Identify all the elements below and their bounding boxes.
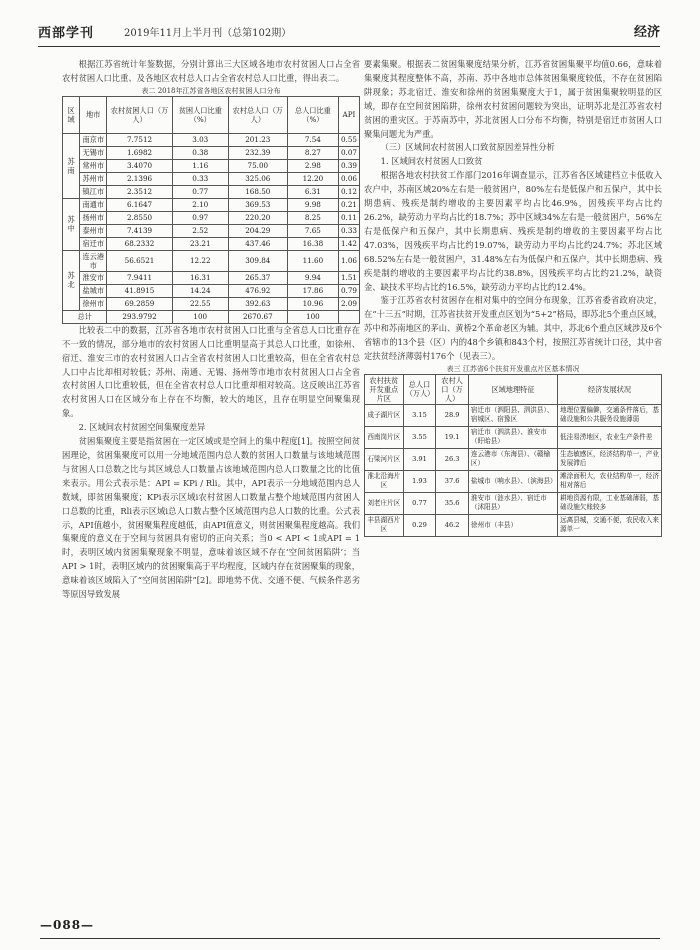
- table-cell: 11.60: [287, 250, 338, 271]
- table-cell: 连云港市（东海县）、（赣榆区）: [468, 448, 557, 470]
- table-row: [63, 146, 360, 159]
- table1-header: 区域: [63, 96, 80, 133]
- table-cell: 2670.67: [228, 310, 287, 323]
- issue-info: 2019年11月上半月刊（总第102期）: [124, 28, 292, 39]
- table-cell: 293.9792: [107, 310, 172, 323]
- table-cell: 泰州市: [80, 224, 107, 237]
- table1-header: 地市: [80, 96, 107, 133]
- table1: [62, 96, 360, 324]
- table-cell: 0.77: [172, 185, 228, 198]
- table-cell: 100: [287, 310, 338, 323]
- right-column: [364, 58, 662, 537]
- table-cell: 1.16: [172, 159, 228, 172]
- table-row: [63, 185, 360, 198]
- table-cell: 2.09: [338, 297, 359, 310]
- table-row: [63, 133, 360, 146]
- table-cell: 徐州市: [80, 297, 107, 310]
- table-row: [63, 271, 360, 284]
- table1-header: 农村总人口（万人）: [228, 96, 287, 133]
- table-cell: 0.07: [338, 146, 359, 159]
- footer-rule: [40, 938, 660, 939]
- table-cell: 2.3512: [107, 185, 172, 198]
- table-cell: 盐城市: [80, 284, 107, 297]
- table-cell: 宿迁市（泗洪县）、淮安市（盱眙县）: [468, 426, 557, 448]
- table-cell: 淮北沿海片区: [365, 470, 404, 492]
- table2-header: 总人口（万人）: [403, 374, 436, 404]
- table-cell: 16.31: [172, 271, 228, 284]
- table-cell: 无锡市: [80, 146, 107, 159]
- table2-header: 农村人口（万人）: [436, 374, 469, 404]
- right-para-top: 要素集聚。根据表二贫困集聚度结果分析，江苏省贫困集聚平均值0.66，意味着集聚度其程度整体不高，苏南、苏中各地市总体贫困集聚度较低，不存在贫困陷阱现象；苏北宿迁、淮安和徐州的贫困集聚度大于1，属于贫困集聚较明显的区域，即存在空间贫困陷阱，徐州农村贫困问题较为突出，证明苏北是江苏省农村贫困的重灾区。于苏南苏中，苏北贫困人口分布不均衡，特别是宿迁市贫困人口聚集问题尤为严重。: [364, 59, 662, 139]
- table-cell: 0.11: [338, 211, 359, 224]
- table-cell: 西南岗片区: [365, 426, 404, 448]
- table-cell: 0.12: [338, 185, 359, 198]
- table-cell: 309.84: [228, 250, 287, 271]
- table-cell: 2.98: [287, 159, 338, 172]
- table2-body: [365, 404, 662, 536]
- table-row: [63, 159, 360, 172]
- table-cell: 12.22: [172, 250, 228, 271]
- table-cell: 7.4139: [107, 224, 172, 237]
- table-cell: 23.21: [172, 237, 228, 250]
- table-cell: 46.2: [436, 514, 469, 536]
- table-cell: 2.10: [172, 198, 228, 211]
- table-cell: 8.25: [287, 211, 338, 224]
- table1-header: 总人口比重（%）: [287, 96, 338, 133]
- table-cell: 地理位置偏僻，交通条件落后，基础设施和公共服务设施薄弱: [558, 404, 662, 426]
- table2-header: 经济发展状况: [558, 374, 662, 404]
- table-cell: 3.55: [403, 426, 436, 448]
- table-row: [63, 237, 360, 250]
- table1-caption: 表二 2018年江苏省各地区农村贫困人口分布: [141, 86, 281, 95]
- table2: [364, 374, 662, 537]
- table-cell: 0.77: [403, 492, 436, 514]
- table-cell: 0.33: [338, 224, 359, 237]
- table-cell: 成子湖片区: [365, 404, 404, 426]
- table-row: [63, 211, 360, 224]
- left-para2: 贫困集聚度主要是指贫困在一定区域或是空间上的集中程度[1]。按照空间贫困理论，贫困集聚度可以用一分地域范围内总人数的贫困人口数量与该地域范围与贫困人口总数之比与其区域总人口数量占该地域范围内总人口数量之比的比值来表示。用公式表示是：API = KPi / Rli。其中，API表示一分地域范围内总人数域，即贫困集聚度；KPi表示区域i农村贫困人口数量占整个地域范围内贫困人口总数的比重，Rli表示区域i总人口数占整个区域范围内总人口数的比重。公式表示，API值越小，贫困聚集程度越低，由API值意义，则贫困聚集程度越高。我们集聚度的意义在于空间与贫困具有密切的正向关系；当0 < API < 1或API = 1时，表明区域内贫困集聚现象不明显，意味着该区域不存在‘空间贫困陷阱’；当API > 1时，表明区域内的贫困聚集高于平均程度，区域内存在贫困聚集的现象，意味着该区域陷入了“空间贫困陷阱”[2]。即地势不优、交通不便、气候条件恶劣等原因导致发展: [62, 436, 360, 600]
- table-cell: 28.9: [436, 404, 469, 426]
- table-cell: 437.46: [228, 237, 287, 250]
- table-cell: 常州市: [80, 159, 107, 172]
- table-row: [365, 404, 662, 426]
- table-cell: 265.37: [228, 271, 287, 284]
- table-cell: 盐城市（响水县）、（滨海县）: [468, 470, 557, 492]
- table2-caption: 表三 江苏省6个扶贫开发重点片区基本情况: [446, 364, 580, 373]
- table-cell: 宿迁市: [80, 237, 107, 250]
- table-cell: 6.31: [287, 185, 338, 198]
- table-cell: 325.06: [228, 172, 287, 185]
- table-cell: 2.52: [172, 224, 228, 237]
- table-cell: 1.93: [403, 470, 436, 492]
- table1-header: 农村贫困人口（万人）: [107, 96, 172, 133]
- table-cell: 0.29: [403, 514, 436, 536]
- table-cell: 37.6: [436, 470, 469, 492]
- table-cell: 0.79: [338, 284, 359, 297]
- table-cell: 扬州市: [80, 211, 107, 224]
- table-cell: 0.39: [338, 159, 359, 172]
- table-cell: [338, 310, 359, 323]
- table-cell: 南通市: [80, 198, 107, 211]
- table-row: [63, 250, 360, 271]
- right-para2: 鉴于江苏省农村贫困存在相对集中的空间分布现象，江苏省委省政府决定，在“十三五”时期，江苏省扶贫开发重点区划为“5+2”格局，即苏北5个重点区域，苏中和苏南地区的茅山、黄桥2个革命老区为辅。其中，苏北6个重点区域涉及6个省辖市的13个县（区）内的48个乡镇和843个村，按照江苏省统计口径，其中省定扶贫经济薄弱村176个（见表三）。: [364, 295, 662, 362]
- table-cell: 12.20: [287, 172, 338, 185]
- table-cell: 1.06: [338, 250, 359, 271]
- table-cell: 232.39: [228, 146, 287, 159]
- table-cell: 14.24: [172, 284, 228, 297]
- table-cell: 35.6: [436, 492, 469, 514]
- table-cell: 8.27: [287, 146, 338, 159]
- table-cell: 9.98: [287, 198, 338, 211]
- table1-header: API: [338, 96, 359, 133]
- table2-header: 农村扶贫开发重点片区: [365, 374, 404, 404]
- page-number: —088—: [40, 918, 95, 932]
- table-cell: 生态敏感区，经济结构单一，产业发展滞后: [558, 448, 662, 470]
- table-cell: 镇江市: [80, 185, 107, 198]
- table-cell: 刘老庄片区: [365, 492, 404, 514]
- journal-title: 西部学刊: [38, 26, 95, 41]
- page-header: [38, 12, 660, 47]
- table-cell: 丰县湖西片区: [365, 514, 404, 536]
- table-row: [365, 514, 662, 536]
- right-subhead1: （三）区域间农村贫困人口致贫原因差异性分析: [380, 142, 555, 153]
- table-cell: 41.8915: [107, 284, 172, 297]
- table-cell: 10.96: [287, 297, 338, 310]
- table-cell: 476.92: [228, 284, 287, 297]
- table2-header-row: [365, 374, 662, 404]
- table-cell: 204.29: [228, 224, 287, 237]
- left-para1: 比较表二中的数据，江苏省各地市农村贫困人口比重与全省总人口比重存在不一致的情况，部分地市的农村贫困人口比重明显高于其总人口比重，如徐州、宿迁、淮安三市的农村贫困人口占全省农村贫困人口比重较高，但在全省农村总人口中占比却相对较低；苏州、南通、无锡、扬州等市地市农村贫困人口占全省农村贫困人口比重较低，但在全省农村总人口比重却相对较高。这反映出江苏省农村贫困人口在区域分布上存在不均衡，较大的地区，且存在明显空间聚集现象。: [62, 324, 360, 419]
- region-cell: 苏中: [63, 198, 80, 250]
- table-cell: 26.3: [436, 448, 469, 470]
- table-cell: 3.03: [172, 133, 228, 146]
- table-cell: 滩涂面积大，农业结构单一，经济相对落后: [558, 470, 662, 492]
- table-cell: 69.2859: [107, 297, 172, 310]
- table1-header: 贫困人口比重（%）: [172, 96, 228, 133]
- table1-body: [63, 133, 360, 323]
- table-cell: 0.21: [338, 198, 359, 211]
- table-cell: 6.1647: [107, 198, 172, 211]
- table-cell: 耕地资源有限，工业基础薄弱，基础设施欠账较多: [558, 492, 662, 514]
- table-cell: 56.6521: [107, 250, 172, 271]
- table-row: [63, 198, 360, 211]
- table-cell: 168.50: [228, 185, 287, 198]
- table-cell: 1.51: [338, 271, 359, 284]
- table-row: [63, 297, 360, 310]
- table-cell: 16.38: [287, 237, 338, 250]
- table-cell: 1.42: [338, 237, 359, 250]
- table-cell: 9.94: [287, 271, 338, 284]
- table2-header: 区域地理特征: [468, 374, 557, 404]
- table-row: [365, 426, 662, 448]
- left-column: [62, 58, 360, 602]
- table-cell: 369.53: [228, 198, 287, 211]
- table-cell: 100: [172, 310, 228, 323]
- region-cell: 苏北: [63, 250, 80, 310]
- table-cell: 7.7512: [107, 133, 172, 146]
- table-cell: 3.91: [403, 448, 436, 470]
- table-cell: 1.6982: [107, 146, 172, 159]
- region-cell: 苏南: [63, 133, 80, 198]
- table-cell: 总计: [63, 310, 107, 323]
- table-cell: 17.86: [287, 284, 338, 297]
- table1-header-row: [63, 96, 360, 133]
- table-cell: 南京市: [80, 133, 107, 146]
- table-cell: 连云港市: [80, 250, 107, 271]
- table-row: [365, 448, 662, 470]
- table-cell: 苏州市: [80, 172, 107, 185]
- table-cell: 19.1: [436, 426, 469, 448]
- section-title: 经济: [633, 25, 660, 40]
- table-cell: 远离县城，交通不便，农民收入来源单一: [558, 514, 662, 536]
- table-cell: 3.15: [403, 404, 436, 426]
- table-cell: 7.54: [287, 133, 338, 146]
- table-cell: 淮安市（涟水县）、宿迁市（沭阳县）: [468, 492, 557, 514]
- table-row: [63, 284, 360, 297]
- table-cell: 石梁河片区: [365, 448, 404, 470]
- table-cell: 0.06: [338, 172, 359, 185]
- left-intro: 根据江苏省统计年鉴数据，分别计算出三大区域各地市农村贫困人口占全省农村贫困人口比重、及各地区农村总人口占全省农村总人口比重，得出表二。: [62, 59, 360, 83]
- table-cell: 22.55: [172, 297, 228, 310]
- table-cell: 淮安市: [80, 271, 107, 284]
- table-cell: 201.23: [228, 133, 287, 146]
- table-cell: 2.8550: [107, 211, 172, 224]
- table-cell: 7.9411: [107, 271, 172, 284]
- table-cell: 75.00: [228, 159, 287, 172]
- table-cell: 220.20: [228, 211, 287, 224]
- table-cell: 0.33: [172, 172, 228, 185]
- table-cell: 3.4070: [107, 159, 172, 172]
- table-cell: 宿迁市（泗阳县、泗洪县）、宿城区、宿豫区: [468, 404, 557, 426]
- table-cell: 0.38: [172, 146, 228, 159]
- table-row: [63, 172, 360, 185]
- table-cell: 0.97: [172, 211, 228, 224]
- table-cell: 低洼易涝地区，农业生产条件差: [558, 426, 662, 448]
- right-subhead2: 1. 区域间农村贫困人口致贫: [380, 156, 483, 167]
- table-cell: 徐州市（丰县）: [468, 514, 557, 536]
- table-cell: 68.2332: [107, 237, 172, 250]
- table-row: [365, 470, 662, 492]
- table-row: [365, 492, 662, 514]
- table-cell: 392.63: [228, 297, 287, 310]
- right-para1: 根据各地农村扶贫工作部门2016年调查显示，江苏省各区域建档立卡低收入农户中，苏南区域20%左右是一般贫困户，80%左右是低保户和五保户，其中长期患病、残疾是制约增收的主要因素平均占比46.9%，因残疾平均占比约26.2%，缺劳动力平均占比约18.7%；苏中区域34%左右是一般贫困户，56%左右是低保户和五保户，其中长期患病、残疾是制约增收的主要因素平均占比47.03%，因残疾平均占比约19.07%，缺劳动力平均占比约24.7%；苏北区域68.52%左右是一般贫困户，31.48%左右为低保户和五保户，其中长期患病、残疾是制约增收的主要因素平均占比约38.8%，因残疾平均占比约21.2%，缺资金、缺技术平均占比约16.5%，缺劳动力平均占比约12.4%。: [364, 170, 662, 292]
- table-cell: 2.1396: [107, 172, 172, 185]
- table-total-row: [63, 310, 360, 323]
- left-subhead: 2. 区域间农村贫困空间集聚度差异: [78, 422, 206, 433]
- table-cell: 0.55: [338, 133, 359, 146]
- table-row: [63, 224, 360, 237]
- table-cell: 7.65: [287, 224, 338, 237]
